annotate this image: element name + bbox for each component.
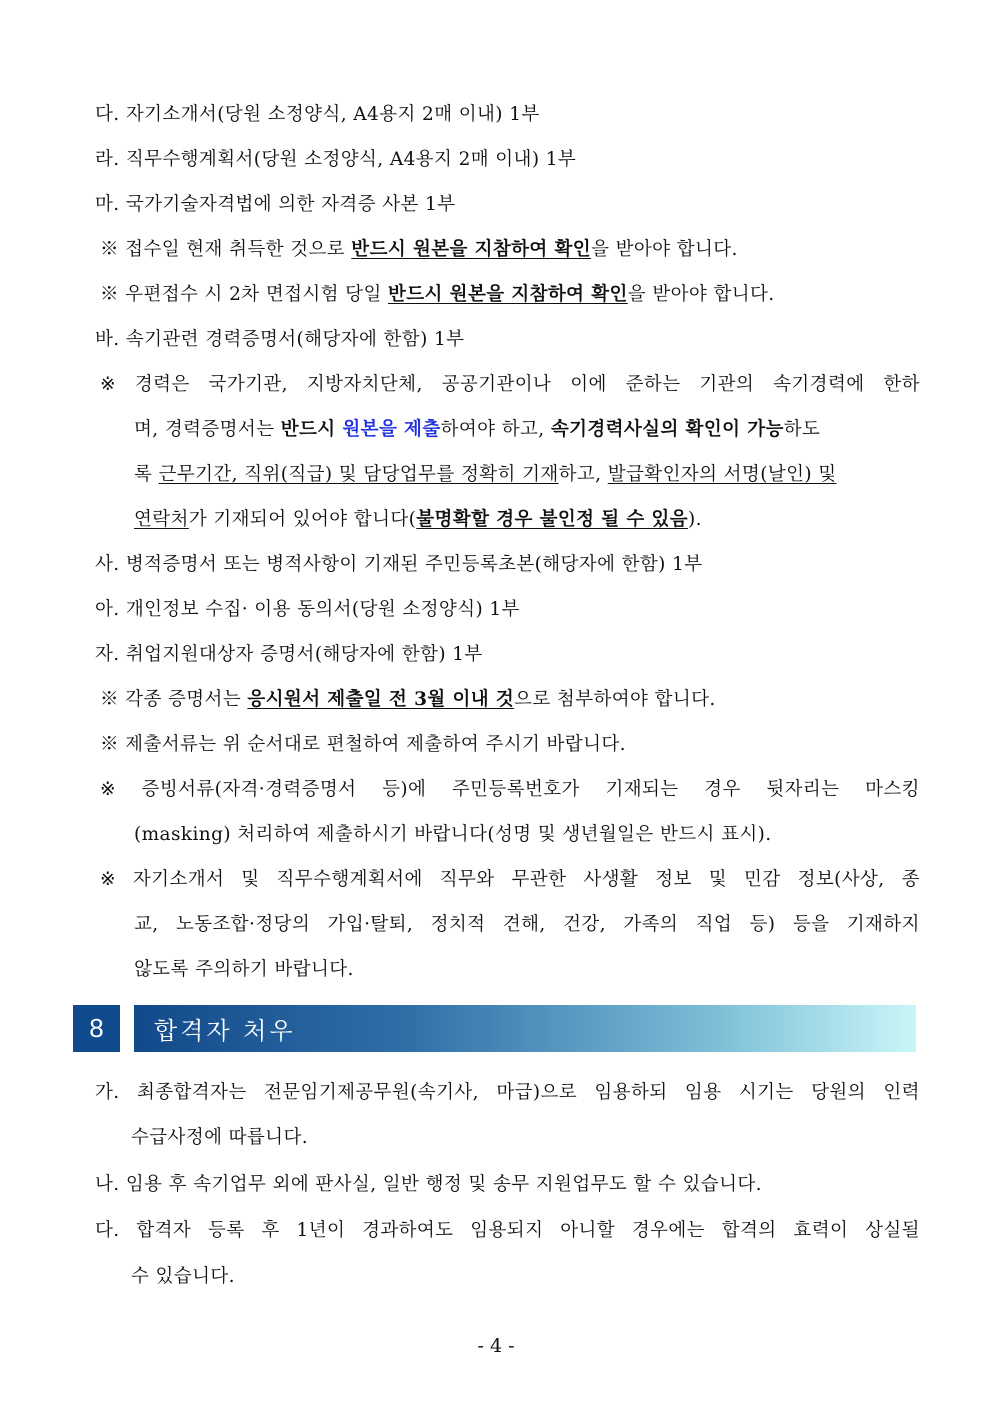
item-ja: 자. 취업지원대상자 증명서(해당자에 한함) 1부 [95,644,483,665]
word: 노동조합·정당의 [175,914,311,935]
underlined-text: 발급확인자의 서명(날인) 및 [607,464,837,485]
word: 속기경력에 [773,374,865,395]
note-career-line-2 [134,417,820,443]
text: 록 [134,464,159,485]
word: 주민등록번호가 [451,779,580,800]
word: 마스킹 [865,779,920,800]
word: 사생활 [583,869,639,890]
page-number: - 4 - [477,1335,515,1357]
section-header [73,1005,916,1052]
note-mail-check [100,282,775,308]
word: 및 [708,869,728,890]
word: 기재하지 [846,914,920,935]
word: 공공기관이나 [441,374,552,395]
word: 효력이 [793,1220,849,1241]
word: 및 [241,869,260,890]
word: 임용 [684,1082,722,1103]
word: 이에 [570,374,607,395]
note-emphasis: 반드시 원본을 지참하여 확인 [351,239,592,260]
note-masking-line-1 [100,777,920,803]
note-emphasis: 반드시 원본을 지참하여 확인 [388,284,628,305]
word: 건강, [563,914,606,935]
word: 경우에는 [631,1220,705,1241]
text: 하여야 하고, [440,419,551,440]
item-ma: 마. 국가기술자격법에 의한 자격증 사본 1부 [95,194,456,215]
word: 등을 [792,914,830,935]
word: 인력 [883,1082,920,1103]
underlined-text: 연락처 [134,509,189,530]
word: 등)에 [382,779,427,800]
word: 경우 [704,779,741,800]
text: 하고, [558,464,608,485]
word: 합격의 [721,1220,777,1241]
word: ※ [100,374,116,395]
word: 교, [134,914,159,935]
word: 1년이 [296,1220,346,1241]
item-sa: 사. 병적증명서 또는 병적사항이 기재된 주민등록초본(해당자에 한함) 1부 [95,554,703,575]
treatment-da-line-1 [95,1218,920,1244]
treatment-ga-line-2: 수급사정에 따릅니다. [131,1127,309,1148]
treatment-ga-line-1 [95,1080,920,1106]
word: 지방자치단체, [306,374,423,395]
note-emphasis: 응시원서 제출일 전 3월 이내 것 [247,689,515,710]
word: 국가기관, [208,374,288,395]
note-text: ※ 우편접수 시 2차 면접시험 당일 [100,284,389,305]
text: 며, 경력증명서는 [134,419,281,440]
note-text: 을 받아야 합니다. [627,284,775,305]
word: 뒷자리는 [766,779,840,800]
word: 정치적 [430,914,486,935]
word: 최종합격자는 [136,1082,247,1103]
word: 직무와 [439,869,495,890]
note-text: 으로 첨부하여야 합니다. [514,689,716,710]
text: 하도 [783,419,821,440]
note-certificate-date [100,687,716,713]
word: 한하 [883,374,920,395]
word: 등) [749,914,776,935]
bold-text: 속기경력사실의 확인이 가능 [550,419,784,440]
section-title: 합격자 처우 [134,1005,916,1052]
section-number: 8 [73,1005,120,1052]
word: 기관의 [699,374,755,395]
treatment-da-line-2: 수 있습니다. [131,1266,235,1287]
word: 가입·탈퇴, [327,914,414,935]
note-order: ※ 제출서류는 위 순서대로 편철하여 제출하여 주시기 바랍니다. [100,734,626,755]
word: 기재되는 [605,779,679,800]
word: 다. [95,1220,120,1241]
word: 직무수행계획서에 [276,869,423,890]
note-privacy-line-1 [100,867,920,893]
word: 자기소개서 [132,869,225,890]
note-text: ※ 각종 증명서는 [100,689,248,710]
note-original-check [100,237,738,263]
blue-bold-text: 원본을 제출 [342,419,441,440]
word: ※ [100,869,116,890]
word: ※ [100,779,116,800]
bold-underlined-text: 불명확할 경우 불인정 될 수 있음 [416,509,689,530]
word: 경력은 [134,374,190,395]
text: 가 기재되어 있어야 합니다( [188,509,417,530]
word: 상실될 [865,1220,920,1241]
word: 시기는 [738,1082,794,1103]
word: 전문임기제공무원(속기사, [264,1082,479,1103]
word: 임용되지 [470,1220,544,1241]
word: 종 [901,869,920,890]
word: 당원의 [811,1082,866,1103]
note-career-line-3 [134,462,837,488]
word: 후 [261,1220,280,1241]
word: 견해, [502,914,546,935]
note-career-line-1 [100,372,920,398]
note-text: ※ 접수일 현재 취득한 것으로 [100,239,352,260]
note-privacy-line-2 [134,912,920,938]
word: 무관한 [511,869,567,890]
note-privacy-line-3: 않도록 주의하기 바랍니다. [134,959,354,980]
word: 아니할 [560,1220,616,1241]
item-da: 다. 자기소개서(당원 소정양식, A4용지 2매 이내) 1부 [95,104,540,125]
underlined-text: 근무기간, 직위(직급) 및 담당업무를 정확히 기재 [158,464,559,485]
word: 가. [95,1082,120,1103]
word: 정보(사상, [797,869,885,890]
word: 정보 [655,869,692,890]
word: 민감 [744,869,781,890]
note-masking-line-2: (masking) 처리하여 제출하시기 바랍니다(성명 및 생년월일은 반드시 표시). [134,824,772,845]
item-ra: 라. 직무수행계획서(당원 소정양식, A4용지 2매 이내) 1부 [95,149,577,170]
word: 합격자 [136,1220,192,1241]
item-a: 아. 개인정보 수집· 이용 동의서(당원 소정양식) 1부 [95,599,520,620]
word: 임용하되 [594,1082,668,1103]
word: 직업 [695,914,733,935]
bold-text: 반드시 [280,419,343,440]
word: 증빙서류(자격·경력증명서 [141,779,357,800]
word: 경과하여도 [362,1220,454,1241]
word: 등록 [208,1220,245,1241]
note-text: 을 받아야 합니다. [591,239,738,260]
treatment-na: 나. 임용 후 속기업무 외에 판사실, 일반 행정 및 송무 지원업무도 할 수 있습니다. [95,1174,762,1195]
text: ). [688,509,702,530]
word: 마급)으로 [496,1082,578,1103]
word: 가족의 [623,914,679,935]
item-ba: 바. 속기관련 경력증명서(해당자에 한함) 1부 [95,329,465,350]
word: 준하는 [625,374,681,395]
note-career-line-4 [134,507,702,533]
